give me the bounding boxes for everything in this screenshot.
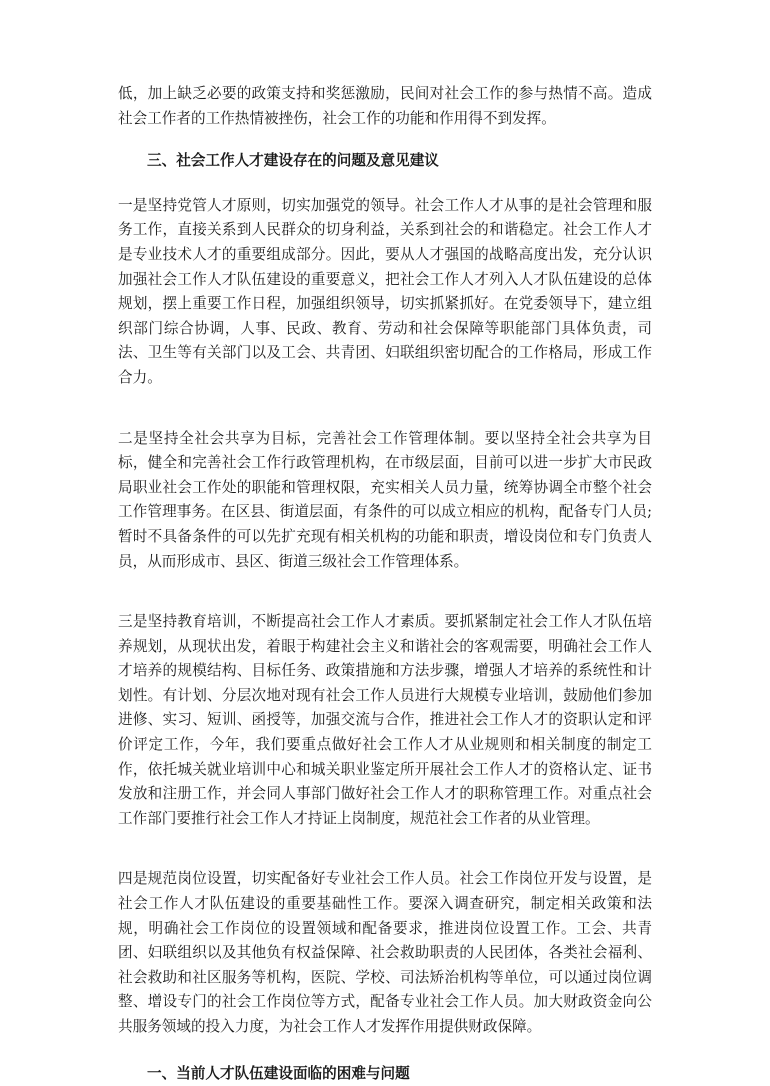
paragraph-four: 四是规范岗位设置，切实配备好专业社会工作人员。社会工作岗位开发与设置，是社会工作人才队伍建设的重要基础性工作。要深入调查研究，制定相关政策和法规，明确社会工作岗位的设置领域和配备要求，推进岗位设置工作。工会、共青团、妇联组织以及其他负有权益保障、社会救助职责的人民团体，各类社会福利、社会救助和社区服务等机构，医院、学校、司法矫治机构等单位，可以通过岗位调整、增设专门的社会工作岗位等方式，配备专业社会工作人员。加大财政资金向公共服务领域的投入力度，为社会工作人才发挥作用提供财政保障。	[118, 870, 652, 1035]
intro-paragraph: 低，加上缺乏必要的政策支持和奖惩激励，民间对社会工作的参与热情不高。造成社会工作者的工作热情被挫伤，社会工作的功能和作用得不到发挥。	[118, 85, 652, 127]
paragraph-two: 二是坚持全社会共享为目标，完善社会工作管理体制。要以坚持全社会共享为目标，健全和完善社会工作行政管理机构，在市级层面，目前可以进一步扩大市民政局职业社会工作处的职能和管理权限，充实相关人员力量，统筹协调全市整个社会工作管理事务。在区县、街道层面，有条件的可以成立相应的机构，配备专门人员;暂时不具备条件的可以先扩充现有相关机构的功能和职责，增设岗位和专门负责人员，从而形成市、县区、街道三级社会工作管理体系。	[118, 429, 652, 570]
section-three-heading: 三、社会工作人才建设存在的问题及意见建议	[147, 152, 439, 170]
section-one-heading: 一、当前人才队伍建设面临的困难与问题	[147, 1064, 410, 1082]
paragraph-three: 三是坚持教育培训，不断提高社会工作人才素质。要抓紧制定社会工作人才队伍培养规划，从现状出发，着眼于构建社会主义和谐社会的客观需要，明确社会工作人才培养的规模结构、目标任务、政策措施和方法步骤，增强人才培养的系统性和计划性。有计划、分层次地对现有社会工作人员进行大规模专业培训，鼓励他们参加进修、实习、短训、函授等，加强交流与合作，推进社会工作人才的资职认定和评价评定工作，今年，我们要重点做好社会工作人才从业规则和相关制度的制定工作，依托城关就业培训中心和城关职业鉴定所开展社会工作人才的资格认定、证书发放和注册工作，并会同人事部门做好社会工作人才的职称管理工作。对重点社会工作部门要推行社会工作人才持证上岗制度，规范社会工作者的从业管理。	[118, 613, 652, 827]
document-page	[118, 82, 652, 1086]
paragraph-one: 一是坚持党管人才原则，切实加强党的领导。社会工作人才从事的是社会管理和服务工作，直接关系到人民群众的切身利益，关系到社会的和谐稳定。社会工作人才是专业技术人才的重要组成部分。因此，要从人才强国的战略高度出发，充分认识加强社会工作人才队伍建设的重要意义，把社会工作人才列入人才队伍建设的总体规划，摆上重要工作日程，加强组织领导，切实抓紧抓好。在党委领导下，建立组织部门综合协调，人事、民政、教育、劳动和社会保障等职能部门具体负责，司法、卫生等有关部门以及工会、共青团、妇联组织密切配合的工作格局，形成工作合力。	[118, 196, 652, 386]
